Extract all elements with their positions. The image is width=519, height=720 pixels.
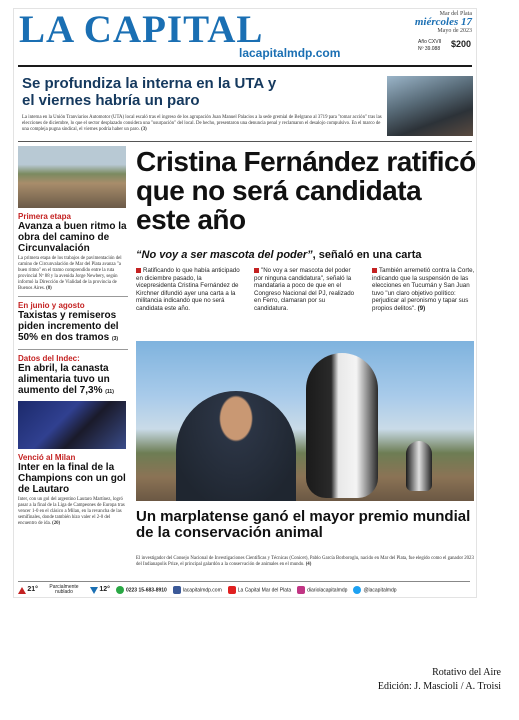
- researcher-figure: [176, 391, 296, 501]
- footer-youtube[interactable]: [228, 586, 291, 594]
- sidebar-divider: [18, 349, 128, 350]
- sidebar-headline[interactable]: [18, 363, 128, 398]
- hero-column-text: Ratificando lo que había anticipado en diciembre pasado, la vicepresidenta Cristina Fernández de Kirchner difundió ayer una carta a la militancia indicando que no será candidata este año.: [136, 267, 240, 312]
- footer-youtube-text: La Capital Mar del Plata: [237, 587, 292, 594]
- sidebar-body: [18, 497, 128, 527]
- penguin-figure: [306, 353, 378, 498]
- hero-column-text: También arremetió contra la Corte, indicando que la suspensión de las elecciones en Tucumán y San Juan tuvo "un claro objetivo político: perjudicar al peronismo y tapar sus propios delitos".: [372, 267, 475, 312]
- hero-column: [254, 267, 358, 313]
- sidebar-kicker: Datos del Indec:: [18, 354, 80, 363]
- banner-page-ref: (3): [141, 127, 147, 132]
- masthead-date: [415, 11, 472, 34]
- front-page: [13, 8, 477, 598]
- hero-columns: [136, 267, 476, 313]
- credits-line-2: Edición: J. Mascioli / A. Troisi: [377, 681, 501, 692]
- footer-facebook[interactable]: [173, 586, 222, 594]
- temp-max: 21°: [27, 586, 38, 594]
- footer-instagram-text: diariolacapitalmdp: [307, 587, 348, 594]
- sidebar-kicker: Primera etapa: [18, 212, 71, 221]
- credits: [378, 666, 501, 694]
- sidebar-page-ref: (3): [111, 336, 119, 342]
- masthead-divider: [18, 65, 472, 67]
- sidebar-page-ref: (20): [52, 521, 61, 526]
- bullet-icon: [254, 268, 259, 273]
- sidebar-body: [18, 256, 128, 292]
- sidebar-divider: [18, 296, 128, 297]
- sidebar-page-ref: (11): [105, 389, 114, 395]
- footer-twitter-text: @lacapitalmdp: [363, 587, 397, 594]
- twitter-icon: [353, 586, 361, 594]
- photo-story-text: [136, 556, 476, 568]
- footer-phone-text: 0223 15-683-8910: [125, 587, 167, 594]
- weather-status: Parcialmente nublado: [49, 584, 79, 595]
- masthead-issue-number: Nº 39.088: [418, 46, 441, 52]
- banner-body: La interna en la Unión Tranviarios Automotor (UTA) local escaló tras el ingreso de los agrupación Juan Manuel Palacios a la sede gremial de Belgrano al 3719 para "tomar acción" tras las elecciones de diciembre, lo que el sector desplazado considera una "usurpación" del local. De hecho, presentaron una denuncia penal y reclamaron el desalojo compulsivo. En el marco de una compleja pugna sindical, el viernes podría haber un paro.: [22, 115, 382, 132]
- bullet-icon: [136, 268, 141, 273]
- hero-column: [372, 267, 476, 313]
- hero-headline[interactable]: Cristina Fernández ratificó que no será candidata este año: [136, 146, 476, 235]
- banner-photo: [387, 76, 473, 136]
- road-works-photo: [18, 146, 126, 208]
- temp-min: 12°: [99, 586, 110, 594]
- whatsapp-icon: [116, 586, 124, 594]
- footer-instagram[interactable]: [297, 586, 347, 594]
- sidebar-headline[interactable]: [18, 310, 128, 345]
- weather-max: [18, 586, 38, 593]
- temp-down-icon: [90, 587, 98, 594]
- photo-story-body: El investigador del Consejo Nacional de Investigaciones Científicas y Técnicas (Conicet), Pablo García Borboroglu, nacido en Mar del Plata, fue elegido como el ganador 2023 del Indianapolis Prize, el principal galardón a la conservación de animales en el mundo.: [136, 556, 474, 567]
- sidebar-kicker: Venció al Milan: [18, 453, 76, 462]
- credits-line-1: Rotativo del Aire: [432, 667, 501, 678]
- weather-min: [90, 586, 110, 593]
- instagram-icon: [297, 586, 305, 594]
- sidebar-headline[interactable]: Avanza a buen ritmo la obra del camino de Circunvalación: [18, 221, 127, 254]
- sidebar-kicker: En junio y agosto: [18, 301, 85, 310]
- hero-subhead: [136, 249, 476, 261]
- hero-page-ref: (9): [417, 304, 426, 312]
- hero-subhead-quote: “No voy a ser mascota del poder”: [136, 249, 313, 261]
- masthead-url[interactable]: lacapitalmdp.com: [239, 46, 341, 60]
- masthead-day: miércoles 17: [414, 16, 472, 28]
- sidebar-headline[interactable]: Inter en la final de la Champions con un gol de Lautaro: [18, 462, 126, 495]
- footer-phone[interactable]: [116, 586, 167, 594]
- banner-headline[interactable]: Se profundiza la interna en la UTA y el viernes habría un paro: [22, 75, 277, 109]
- photo-story-headline[interactable]: Un marplatense ganó el mayor premio mundial de la conservación animal: [136, 508, 471, 541]
- footer-bar: [18, 581, 470, 596]
- penguin-photo: [136, 341, 474, 501]
- masthead-price: $200: [451, 39, 472, 49]
- temp-up-icon: [18, 587, 26, 594]
- facebook-icon: [173, 586, 181, 594]
- footer-facebook-text: lacapitalmdp.com: [182, 587, 222, 594]
- hero-subhead-rest: , señaló en una carta: [312, 249, 422, 261]
- photo-story-page-ref: (4): [305, 562, 312, 567]
- masthead-month: Mayo de 2023: [437, 28, 472, 34]
- soccer-photo: [18, 401, 126, 449]
- sidebar-page-ref: (8): [46, 286, 52, 291]
- masthead-year: Año CXVII: [418, 39, 442, 45]
- penguin-figure-small: [406, 441, 432, 491]
- sidebar-body-text: Inter, con un gol del argentino Lautaro Martínez, logró pasar a la final de la Liga de Campeones de Europa tras vencer 1-0 en el clásico a Milan, en la revancha de las semifinales, donde también hizo valer el 2-0 del encuentro de ida.: [18, 497, 125, 526]
- sidebar: [18, 146, 128, 527]
- masthead-title[interactable]: LA CAPITAL: [19, 8, 264, 51]
- sidebar-body-text: La primera etapa de los trabajos de pavimentación del camino de Circunvalación de Mar del Plata avanza "a buen ritmo" en el tramo comprendido entre la ruta provincial Nº 88 y la avenida Jorge Newbery, según informó la Dirección de Vialidad de la provincia de Buenos Aires.: [18, 256, 122, 291]
- hero-column-text: "No voy a ser mascota del poder por ninguna candidatura", señaló la mandataria a poco de que en el Congreso Nacional del PJ, realizado en Ferro, clamaran por su candidatura.: [254, 267, 355, 312]
- hero-column: [136, 267, 240, 313]
- masthead-city: Mar del Plata: [439, 11, 472, 17]
- banner-text: [22, 115, 382, 133]
- banner-divider: [18, 141, 472, 142]
- masthead-issue: [418, 39, 441, 53]
- bullet-icon: [372, 268, 377, 273]
- sidebar-headline-text: En abril, la canasta alimentaria tuvo un aumento del 7,3%: [18, 363, 110, 396]
- footer-twitter[interactable]: [353, 586, 396, 594]
- sidebar-headline-text: Taxistas y remiseros piden incremento del 50% en dos tramos: [18, 310, 119, 343]
- youtube-icon: [228, 586, 236, 594]
